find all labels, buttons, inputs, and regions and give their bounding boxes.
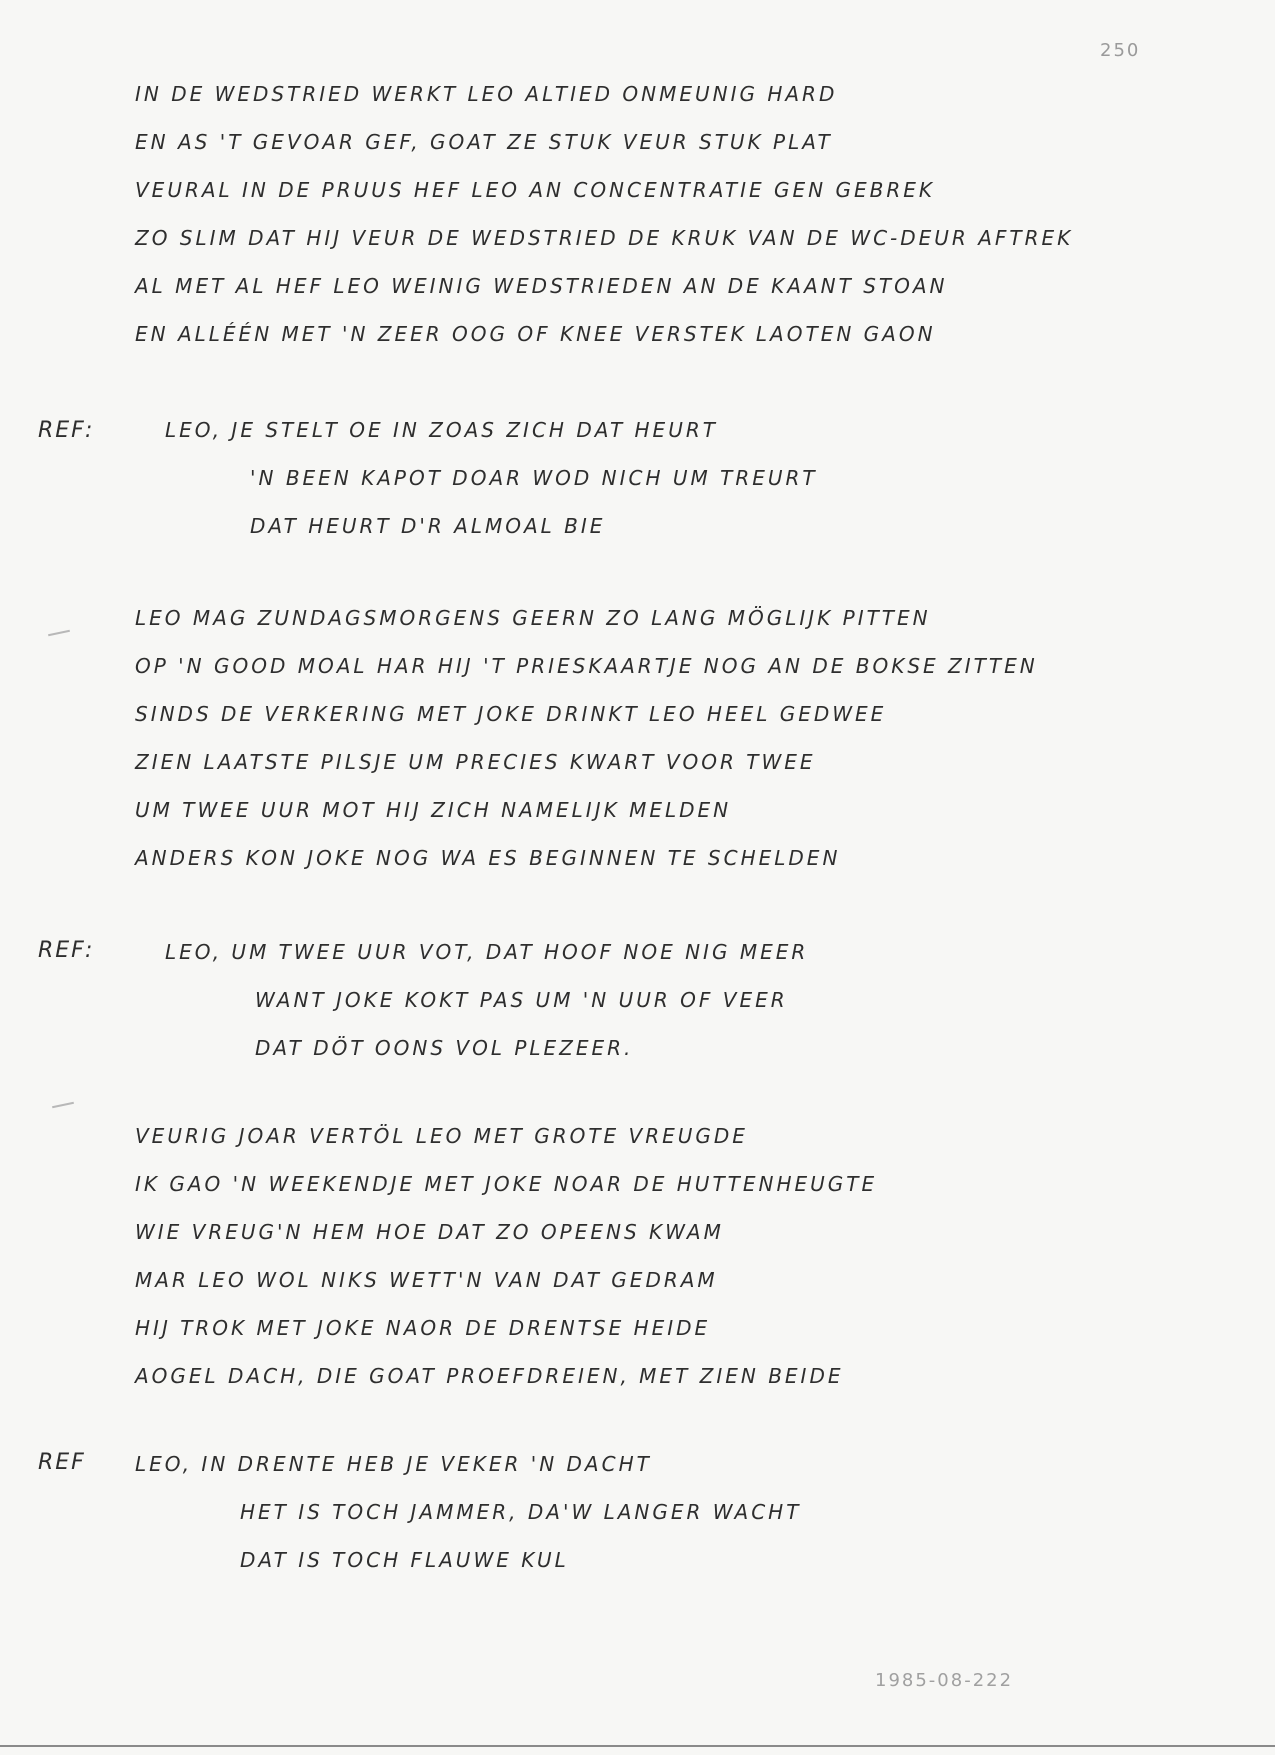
refrain-line: DAT HEURT D'R ALMOAL BIE	[250, 514, 606, 538]
verse-line: OP 'N GOOD MOAL HAR HIJ 'T PRIESKAARTJE NOG AN DE BOKSE ZITTEN	[135, 654, 1038, 678]
verse-line: ZIEN LAATSTE PILSJE UM PRECIES KWART VOOR TWEE	[135, 750, 816, 774]
verse-line: IK GAO 'N WEEKENDJE MET JOKE NOAR DE HUTTENHEUGTE	[135, 1172, 878, 1196]
scan-edge	[0, 1745, 1275, 1747]
verse-line: EN ALLÉÉN MET 'N ZEER OOG OF KNEE VERSTEK LAOTEN GAON	[135, 322, 936, 346]
archive-code: 1985-08-222	[875, 1670, 1014, 1691]
refrain-line: LEO, UM TWEE UUR VOT, DAT HOOF NOE NIG MEER	[165, 940, 809, 964]
verse-line: IN DE WEDSTRIED WERKT LEO ALTIED ONMEUNIG HARD	[135, 82, 838, 106]
refrain-line: LEO, IN DRENTE HEB JE VEKER 'N DACHT	[135, 1452, 652, 1476]
margin-mark	[48, 630, 70, 637]
verse-line: VEURIG JOAR VERTÖL LEO MET GROTE VREUGDE	[135, 1124, 748, 1148]
verse-line: AOGEL DACH, DIE GOAT PROEFDREIEN, MET ZIEN BEIDE	[135, 1364, 844, 1388]
refrain-line: HET IS TOCH JAMMER, DA'W LANGER WACHT	[240, 1500, 802, 1524]
verse-line: VEURAL IN DE PRUUS HEF LEO AN CONCENTRATIE GEN GEBREK	[135, 178, 935, 202]
verse-line: SINDS DE VERKERING MET JOKE DRINKT LEO HEEL GEDWEE	[135, 702, 887, 726]
page-number: 250	[1100, 40, 1141, 61]
refrain-label: REF:	[38, 938, 95, 963]
verse-line: EN AS 'T GEVOAR GEF, GOAT ZE STUK VEUR STUK PLAT	[135, 130, 833, 154]
refrain-line: WANT JOKE KOKT PAS UM 'N UUR OF VEER	[255, 988, 788, 1012]
verse-line: ANDERS KON JOKE NOG WA ES BEGINNEN TE SCHELDEN	[135, 846, 841, 870]
refrain-line: DAT IS TOCH FLAUWE KUL	[240, 1548, 569, 1572]
refrain-label: REF:	[38, 418, 95, 443]
refrain-line: DAT DÖT OONS VOL PLEZEER.	[255, 1036, 634, 1060]
verse-line: WIE VREUG'N HEM HOE DAT ZO OPEENS KWAM	[135, 1220, 724, 1244]
verse-line: AL MET AL HEF LEO WEINIG WEDSTRIEDEN AN DE KAANT STOAN	[135, 274, 948, 298]
margin-mark	[52, 1102, 74, 1109]
refrain-line: LEO, JE STELT OE IN ZOAS ZICH DAT HEURT	[165, 418, 718, 442]
refrain-line: 'N BEEN KAPOT DOAR WOD NICH UM TREURT	[250, 466, 818, 490]
verse-line: HIJ TROK MET JOKE NAOR DE DRENTSE HEIDE	[135, 1316, 711, 1340]
verse-line: MAR LEO WOL NIKS WETT'N VAN DAT GEDRAM	[135, 1268, 718, 1292]
verse-line: ZO SLIM DAT HIJ VEUR DE WEDSTRIED DE KRUK VAN DE WC-DEUR AFTREK	[135, 226, 1074, 250]
verse-line: LEO MAG ZUNDAGSMORGENS GEERN ZO LANG MÖGLIJK PITTEN	[135, 606, 931, 630]
refrain-label: REF	[38, 1450, 86, 1475]
verse-line: UM TWEE UUR MOT HIJ ZICH NAMELIJK MELDEN	[135, 798, 732, 822]
